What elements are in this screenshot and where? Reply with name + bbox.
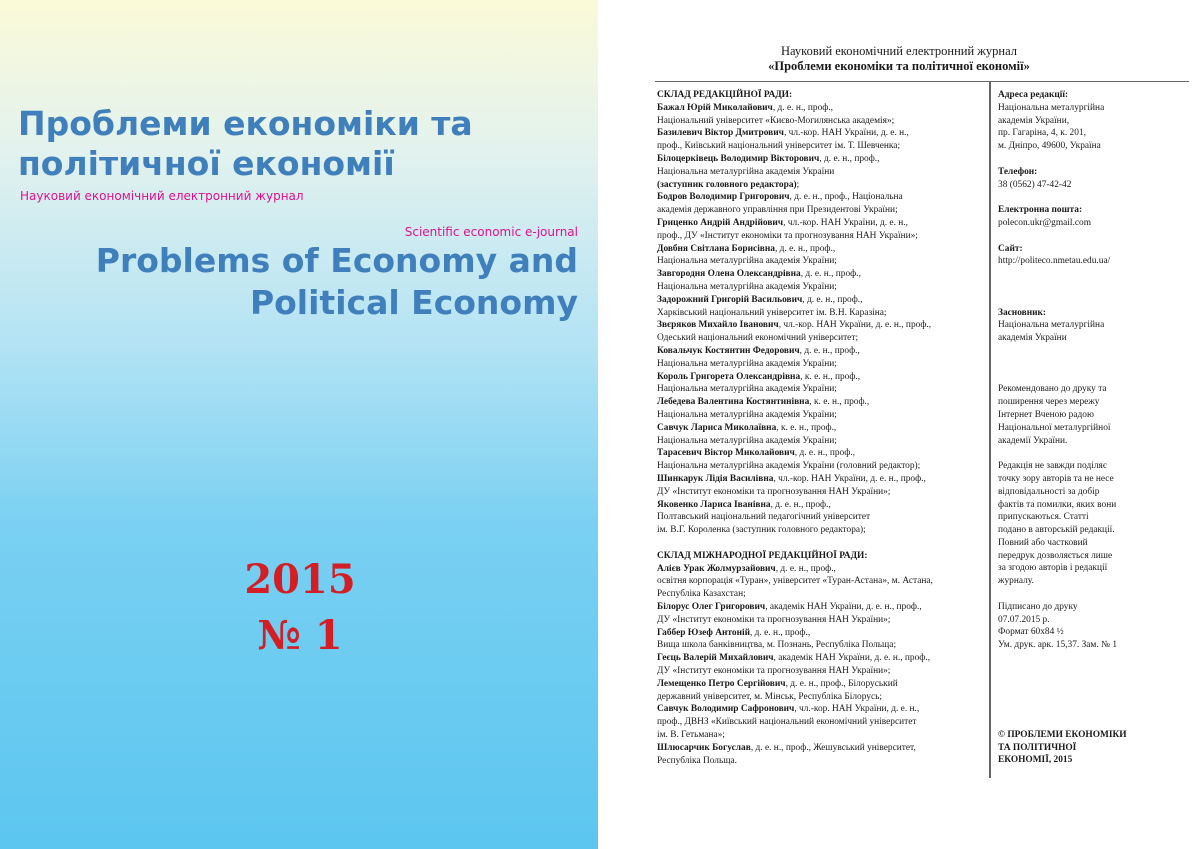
spacer	[998, 588, 1194, 601]
member-name: Базилевич Віктор Дмитрович	[657, 128, 784, 139]
disclaimer-line: журналу.	[998, 576, 1034, 587]
member-first-line	[657, 422, 985, 435]
member-credentials: , д. е. н., проф.,	[794, 448, 855, 459]
disclaimer-line: за згодою авторів і редакції	[998, 563, 1108, 574]
address-line: м. Дніпро, 49600, Україна	[998, 141, 1101, 152]
member-affiliation: ДУ «Інститут економіки та прогнозування НАН України»;	[657, 666, 891, 677]
member-first-line	[657, 447, 985, 460]
member-credentials: , д. е. н., проф.,	[802, 294, 863, 305]
board-member	[657, 191, 985, 217]
member-first-line	[657, 742, 985, 755]
member-name: Білорус Олег Григорович	[657, 602, 766, 613]
member-name: Звєряков Михайло Іванович	[657, 320, 779, 331]
board-member	[657, 703, 985, 741]
print-line: Формат 60x84 ½	[998, 627, 1064, 638]
disclaimer-line: припускаються. Статті	[998, 512, 1089, 523]
recommendation-line: Рекомендовано до друку та	[998, 384, 1107, 395]
copyright-line: ЕКОНОМІЇ, 2015	[998, 755, 1073, 766]
board-member	[657, 627, 985, 653]
member-first-line	[657, 268, 985, 281]
member-affiliation: Національна металургійна академія України;	[657, 358, 837, 369]
print-line: Підписано до друку	[998, 601, 1078, 612]
member-credentials: , д. е. н., проф.,	[770, 499, 831, 510]
cover-title-english	[58, 240, 578, 324]
board-member	[657, 319, 985, 345]
member-affiliation: ім. В. Гетьмана»;	[657, 730, 725, 741]
member-name: Яковенко Лариса Іванівна	[657, 499, 771, 510]
member-affiliation: державний університет, м. Мінськ, Республіка Білорусь;	[657, 691, 882, 702]
journal-header-line2: «Проблеми економіки та політичної економії»	[768, 59, 1030, 73]
member-affiliation: Харківський національний університет ім. В.Н. Каразіна;	[657, 307, 887, 318]
member-name: Тарасевич Віктор Миколайович	[657, 448, 795, 459]
member-affiliation: Республіка Польща.	[657, 755, 737, 766]
cover-subtitle-ukrainian: Науковий економічний електронний журнал	[20, 189, 304, 203]
member-credentials: , д. е. н., проф.,	[819, 153, 880, 164]
member-affiliation: Національний університет «Києво-Могилянська академія»;	[657, 115, 895, 126]
recommendation-line: академії України.	[998, 435, 1068, 446]
member-credentials: ;	[796, 179, 800, 190]
cover-title-en-line2: Political Economy	[249, 283, 578, 322]
member-credentials: , д. е. н., проф., Білоруський	[785, 678, 898, 689]
member-name: Завгородня Олена Олександрівна	[657, 269, 801, 280]
board-member	[657, 371, 985, 397]
member-affiliation: ДУ «Інститут економіки та прогнозування НАН України»;	[657, 614, 891, 625]
member-first-line	[657, 627, 985, 640]
member-first-line	[657, 179, 985, 192]
founder-line: Національна металургійна	[998, 320, 1105, 331]
member-affiliation: Національна металургійна академія України	[657, 166, 835, 177]
board-member	[657, 294, 985, 320]
cover-title-en-line1: Problems of Economy and	[95, 241, 578, 280]
member-name: Гриценко Андрій Андрійович	[657, 217, 784, 228]
site-label: Сайт:	[998, 243, 1023, 254]
member-credentials: , д. е. н., проф.,	[774, 243, 836, 254]
disclaimer-line: Редакція не завжди поділяє	[998, 461, 1107, 472]
member-affiliation: Національна металургійна академія України;	[657, 281, 837, 292]
spacer	[998, 153, 1194, 166]
recommendation-note	[998, 383, 1194, 447]
member-credentials: , чл.-кор. НАН України, д. е. н.,	[783, 217, 908, 228]
member-affiliation: Республіка Казахстан;	[657, 589, 746, 600]
address-line: академія України,	[998, 115, 1070, 126]
member-credentials: , чл.-кор. НАН України, д. е. н., проф.,	[773, 473, 926, 484]
site-value: http://politeco.nmetau.edu.ua/	[998, 256, 1111, 267]
journal-header-line1: Науковий економічний електронний журнал	[780, 44, 1018, 58]
member-credentials: , к. е. н., проф.,	[800, 371, 861, 382]
header-divider	[655, 81, 1189, 82]
member-name: Шлюсарчик Богуслав	[657, 742, 751, 753]
board-member	[657, 422, 985, 448]
publication-info-column	[998, 89, 1194, 767]
member-first-line	[657, 243, 985, 256]
spacer	[998, 191, 1194, 204]
spacer	[998, 345, 1194, 383]
member-name: Король Григорета Олександрівна	[657, 371, 801, 382]
member-first-line	[657, 294, 985, 307]
founder-label: Засновник:	[998, 307, 1047, 318]
member-affiliation: проф., ДВНЗ «Київський національний економічний університет	[657, 717, 917, 728]
journal-header	[598, 44, 1200, 74]
member-affiliation: Національна металургійна академія України (головний редактор);	[657, 461, 921, 472]
member-first-line	[657, 371, 985, 384]
member-name: Лемещенко Петро Сергійович	[657, 678, 786, 689]
member-first-line	[657, 563, 985, 576]
member-name: Бодров Володимир Григорович	[657, 192, 790, 203]
member-affiliation: академія державного управління при Президентові України;	[657, 205, 898, 216]
board-member	[657, 153, 985, 179]
disclaimer-line: точку зору авторів та не несе	[998, 473, 1114, 484]
member-affiliation: ДУ «Інститут економіки та прогнозування НАН України»;	[657, 486, 891, 497]
member-credentials: , д. е. н., проф.,	[800, 269, 861, 280]
member-name: Лебедева Валентина Костянтинівна	[657, 397, 810, 408]
board-member	[657, 217, 985, 243]
member-credentials: , д. е. н., проф.,	[799, 345, 860, 356]
member-credentials: , чл.-кор. НАН України, д. е. н.,	[794, 704, 920, 715]
board-member	[657, 268, 985, 294]
founder-line: академія України	[998, 333, 1067, 344]
disclaimer-line: відповідальності за добір	[998, 486, 1100, 497]
board-member	[657, 652, 985, 678]
address-block	[998, 102, 1194, 153]
copyright-notice	[998, 729, 1194, 767]
board-member	[657, 127, 985, 153]
print-details	[998, 601, 1194, 652]
member-affiliation: проф., Київський національний університет ім. Т. Шевченка;	[657, 141, 901, 152]
disclaimer-line: фактів та помилки, яких вони	[998, 499, 1117, 510]
recommendation-line: Інтернет Вченою радою	[998, 409, 1094, 420]
board-member	[657, 447, 985, 473]
member-credentials: , к. е. н., проф.,	[809, 397, 870, 408]
spacer	[998, 447, 1194, 460]
recommendation-line: Національної металургійної	[998, 422, 1111, 433]
address-label: Адреса редакції:	[998, 90, 1069, 100]
member-name: Савчук Володимир Сафронович	[657, 704, 795, 715]
email-label: Електронна пошта:	[998, 205, 1083, 216]
member-affiliation: Полтавський національний педагогічний університет	[657, 512, 871, 523]
imprint-page	[598, 0, 1200, 849]
member-name: Алієв Урак Жолмурзайович	[657, 563, 776, 574]
member-first-line	[657, 703, 985, 716]
cover-title-ua-line2: політичної економії	[18, 144, 395, 183]
address-line: Національна металургійна	[998, 102, 1105, 113]
editorial-board-heading: СКЛАД РЕДАКЦІЙНОЇ РАДИ:	[657, 90, 793, 100]
spacer	[998, 268, 1194, 306]
member-affiliation: Національна металургійна академія України;	[657, 256, 837, 267]
member-first-line	[657, 102, 985, 115]
member-first-line	[657, 652, 985, 665]
board-member	[657, 499, 985, 537]
member-credentials: , академік НАН України, д. е. н., проф.,	[773, 653, 931, 664]
disclaimer-note	[998, 460, 1194, 588]
journal-cover	[0, 0, 598, 849]
member-name: Довбня Світлана Борисівна	[657, 243, 775, 254]
member-credentials: , д. е. н., проф.,	[775, 563, 836, 574]
editorial-board-list	[657, 102, 985, 537]
member-first-line	[657, 396, 985, 409]
member-name: Габбер Юзеф Антоній	[657, 627, 750, 638]
member-first-line	[657, 191, 985, 204]
cover-title-ua-line1: Проблеми економіки та	[18, 104, 473, 143]
member-name: Задорожний Григорій Васильович	[657, 294, 803, 305]
member-affiliation: Національна металургійна академія України;	[657, 384, 837, 395]
member-affiliation: проф., ДУ «Інститут економіки та прогнозування НАН України»;	[657, 230, 918, 241]
member-credentials: , д. е. н., проф.,	[749, 627, 811, 638]
board-member	[657, 179, 985, 192]
member-name: Ковальчук Костянтин Федорович	[657, 345, 800, 356]
cover-title-ukrainian	[18, 104, 588, 184]
address-line: пр. Гагаріна, 4, к. 201,	[998, 128, 1086, 139]
print-line: Ум. друк. арк. 15,37. Зам. № 1	[998, 640, 1118, 651]
member-first-line	[657, 217, 985, 230]
phone-label: Телефон:	[998, 166, 1038, 177]
board-member	[657, 601, 985, 627]
member-first-line	[657, 319, 985, 332]
member-credentials: , чл.-кор. НАН України, д. е. н., проф.,	[778, 320, 932, 331]
member-first-line	[657, 601, 985, 614]
cover-year: 2015	[244, 556, 356, 603]
member-name: Савчук Лариса Миколаївна	[657, 422, 777, 433]
member-first-line	[657, 678, 985, 691]
member-first-line	[657, 127, 985, 140]
member-name: Геєць Валерій Михайлович	[657, 653, 774, 664]
email-value: polecon.ukr@gmail.com	[998, 217, 1091, 228]
member-credentials: , д. е. н., проф., Національна	[789, 192, 903, 203]
copyright-line: © ПРОБЛЕМИ ЕКОНОМІКИ	[998, 729, 1127, 740]
board-member	[657, 742, 985, 768]
member-name: Шинкарук Лідія Василівна	[657, 473, 774, 484]
disclaimer-line: передрук дозволяється лише	[998, 550, 1113, 561]
international-board-heading: СКЛАД МІЖНАРОДНОЇ РЕДАКЦІЙНОЇ РАДИ:	[657, 550, 868, 561]
member-credentials: , чл.-кор. НАН України, д. е. н.,	[783, 128, 909, 139]
recommendation-line: поширення через мережу	[998, 397, 1100, 408]
member-affiliation: ім. В.Г. Короленка (заступник головного редактора);	[657, 525, 866, 536]
member-affiliation: Національна металургійна академія України;	[657, 435, 837, 446]
disclaimer-line: Повний або частковий	[998, 537, 1088, 548]
cover-issue-number: № 1	[257, 612, 343, 659]
board-member	[657, 563, 985, 601]
column-divider	[989, 81, 991, 778]
phone-value: 38 (0562) 47-42-42	[998, 179, 1072, 190]
member-name: Білоцерківець Володимир Вікторович	[657, 153, 820, 164]
international-board-list	[657, 563, 985, 768]
member-name: Бажал Юрій Миколайович	[657, 102, 773, 113]
board-member	[657, 678, 985, 704]
member-credentials: , д. е. н., проф.,	[772, 102, 834, 113]
board-member	[657, 243, 985, 269]
member-affiliation: Вища школа банківництва, м. Познань, Республіка Польща;	[657, 640, 897, 651]
member-first-line	[657, 473, 985, 486]
member-first-line	[657, 499, 985, 512]
cover-subtitle-english: Scientific economic e-journal	[404, 225, 578, 239]
board-member	[657, 396, 985, 422]
disclaimer-line: подано в авторській редакції.	[998, 525, 1115, 536]
member-credentials: , д. е. н., проф., Жешувський університет,	[750, 742, 916, 753]
board-member	[657, 473, 985, 499]
board-member	[657, 345, 985, 371]
section-spacer	[657, 537, 985, 550]
spacer	[998, 230, 1194, 243]
spacer	[998, 652, 1194, 729]
member-affiliation: освітня корпорація «Туран», університет «Туран-Астана», м. Астана,	[657, 576, 933, 587]
print-line: 07.07.2015 р.	[998, 614, 1050, 625]
member-credentials: , академік НАН України, д. е. н., проф.,	[765, 602, 922, 613]
member-affiliation: Національна металургійна академія України;	[657, 409, 837, 420]
member-affiliation: Одеський національний економічний університет;	[657, 333, 859, 344]
member-credentials: , к. е. н., проф.,	[776, 422, 837, 433]
copyright-line: ТА ПОЛІТИЧНОЇ	[998, 742, 1077, 753]
member-name: (заступник головного редактора)	[657, 179, 797, 190]
board-member	[657, 102, 985, 128]
member-first-line	[657, 345, 985, 358]
editorial-boards-column	[657, 89, 985, 767]
member-first-line	[657, 153, 985, 166]
